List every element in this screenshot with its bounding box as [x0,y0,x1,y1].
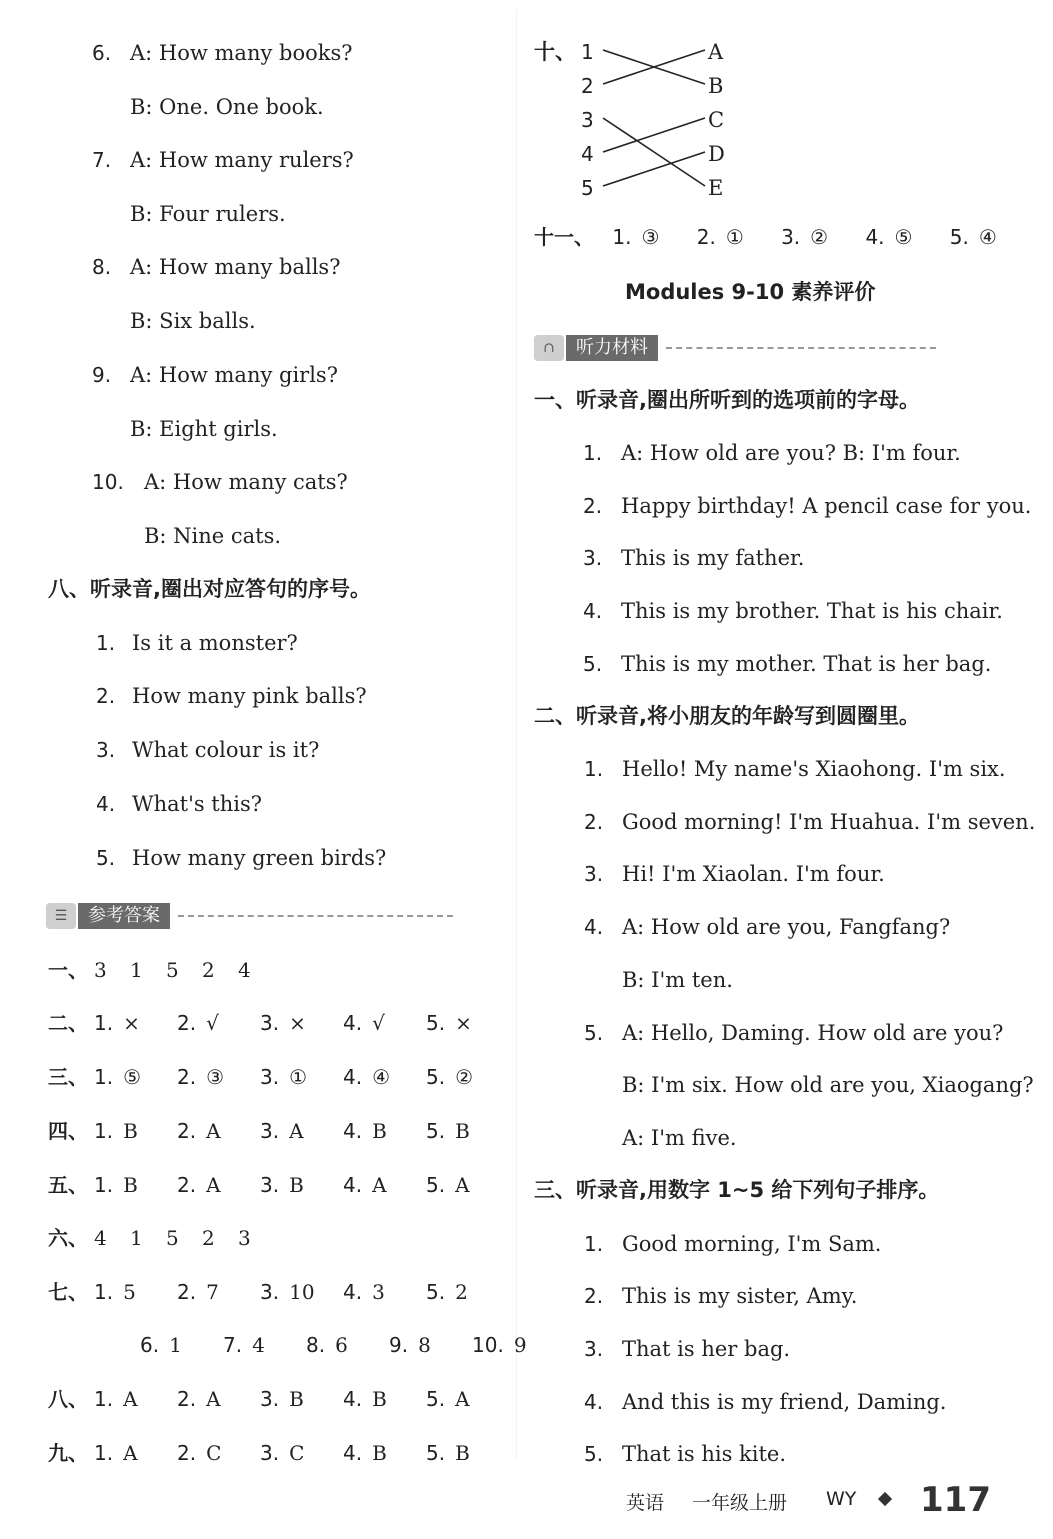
match-num-4: 4 [581,142,594,166]
answer-cell: 1. ⑤ [94,1065,142,1089]
answer-cell: 1. B [94,1119,138,1143]
dialog-6-b: B: One. One book. [130,95,324,119]
dialog-8-a: 8. A: How many balls? [92,255,341,279]
match-letter-d: D [708,142,725,166]
answer-cell: 5. 2 [426,1280,468,1304]
footer-edition: WY [826,1488,857,1510]
answer-cell: 4. 3 [343,1280,385,1304]
answer-cell: 5. × [426,1011,472,1035]
answer-cell: 3 [94,958,107,982]
answer-cell: 1. × [94,1011,140,1035]
answer-cell: 2. C [177,1441,222,1465]
answer-cell: 1 [130,958,143,982]
section8-title: 八、听录音,圈出对应答句的序号。 [48,577,371,601]
dialog-8-b: B: Six balls. [130,309,256,333]
section2-item: 2. Good morning! I'm Huahua. I'm seven. [584,810,1036,834]
answer-cell: 4. B [343,1441,387,1465]
answer-cell: 4. √ [343,1011,385,1035]
section2-item: B: I'm ten. [622,968,733,992]
answer-row-label: 二、 [48,1011,88,1035]
list-icon: ☰ [46,903,76,929]
section1-item: 2. Happy birthday! A pencil case for you. [583,494,1032,518]
footer-grade: 一年级上册 [692,1492,788,1514]
answer-cell: 2. A [177,1119,221,1143]
answer-cell: 1. B [94,1173,138,1197]
answer-row [48,1385,509,1413]
answer-row [48,956,274,984]
answer-cell: 5 [166,1226,179,1250]
section3-item: 4. And this is my friend, Daming. [584,1390,947,1414]
answer-cell: 9. 8 [389,1333,431,1357]
answer-cell: 1. 5 [94,1280,136,1304]
matching-label: 十、 [534,40,576,64]
answer-row-label: 八、 [48,1387,88,1411]
answer-cell: 4. B [343,1387,387,1411]
dialog-9-b: B: Eight girls. [130,417,278,441]
answer-row-label: 三、 [48,1065,88,1089]
dialog-10-b: B: Nine cats. [144,524,282,548]
answer-cell: 2. A [177,1173,221,1197]
listening-section2-title: 二、听录音,将小朋友的年龄写到圆圈里。 [534,704,920,728]
answer-cell: 4. B [343,1119,387,1143]
answer-cell: 3. C [260,1441,305,1465]
match-num-3: 3 [581,108,594,132]
answer-row [48,1439,509,1467]
answer-cell: 7. 4 [223,1333,265,1357]
answer-cell: 8. 6 [306,1333,348,1357]
answer-cell: 5. ② [426,1065,474,1089]
page-number: 117 [920,1480,991,1520]
section1-item: 4. This is my brother. That is his chair. [583,599,1003,623]
section3-item: 2. This is my sister, Amy. [584,1284,858,1308]
answer-cell: 4 [238,958,251,982]
section2-item: B: I'm six. How old are you, Xiaogang? [622,1073,1034,1097]
answer-row-label: 六、 [48,1226,88,1250]
section2-item: A: I'm five. [622,1126,737,1150]
answer-cell: 3. B [260,1173,304,1197]
answer-cell: 2 [202,958,215,982]
answer-row [48,1278,509,1306]
answer-cell: 5. A [426,1387,470,1411]
answer-cell: 3 [238,1226,251,1250]
section8-item-1: 1. Is it a monster? [96,631,298,655]
answer-row [48,1117,509,1145]
dialog-7-b: B: Four rulers. [130,202,286,226]
section2-item: 4. A: How old are you, Fangfang? [584,915,951,939]
match-num-1: 1 [581,40,594,64]
match-letter-a: A [708,40,724,64]
answer-cell: 2. ③ [177,1065,225,1089]
match-num-2: 2 [581,74,594,98]
footer-diamond-icon [878,1492,892,1506]
answer-row-label: 五、 [48,1173,88,1197]
answer-row [48,1009,509,1037]
answer-row [94,1331,555,1359]
answer-row-label: 四、 [48,1119,88,1143]
answer-row [48,1224,274,1252]
headphones-icon: ∩ [534,335,564,361]
match-letter-e: E [708,176,724,200]
section1-item: 5. This is my mother. That is her bag. [583,652,992,676]
section3-item: 5. That is his kite. [584,1442,787,1466]
answer-row [48,1171,509,1199]
listening-section1-title: 一、听录音,圈出所听到的选项前的字母。 [534,388,920,412]
section8-item-5: 5. How many green birds? [96,846,387,870]
dialog-10-a: 10. A: How many cats? [92,470,348,494]
section3-item: 3. That is her bag. [584,1337,791,1361]
answer-cell: 1. A [94,1441,138,1465]
answer-cell: 3. × [260,1011,306,1035]
header-dashed-rule [178,915,453,917]
answer-cell: 3. 10 [260,1280,315,1304]
answer-cell: 2 [202,1226,215,1250]
answers-header-label: 参考答案 [78,903,170,929]
section2-item: 3. Hi! I'm Xiaolan. I'm four. [584,862,885,886]
column-divider [516,10,517,1460]
section8-item-4: 4. What's this? [96,792,263,816]
answer-cell: 4. ④ [343,1065,391,1089]
answer-cell: 10. 9 [472,1333,527,1357]
section3-item: 1. Good morning, I'm Sam. [584,1232,882,1256]
section2-item: 1. Hello! My name's Xiaohong. I'm six. [584,757,1006,781]
match-letter-b: B [708,74,724,98]
answer-cell: 1. A [94,1387,138,1411]
answer-row-eleven: 十一、 1. ③ 2. ① 3. ② 4. ⑤ 5. ④ [534,225,997,249]
answer-cell: 6. 1 [140,1333,182,1357]
listening-header-label: 听力材料 [566,335,658,361]
answer-cell: 5. A [426,1173,470,1197]
section2-item: 5. A: Hello, Daming. How old are you? [584,1021,1004,1045]
section1-item: 3. This is my father. [583,546,805,570]
answer-cell: 4 [94,1226,107,1250]
answer-cell: 2. √ [177,1011,219,1035]
match-num-5: 5 [581,176,594,200]
listening-header [534,334,936,362]
answer-cell: 5 [166,958,179,982]
answer-row-label: 一、 [48,958,88,982]
answer-row-label: 九、 [48,1441,88,1465]
dialog-6-a: 6. A: How many books? [92,41,353,65]
module-title: Modules 9-10 素养评价 [625,280,876,304]
answer-cell: 5. B [426,1119,470,1143]
answer-row [48,1063,509,1091]
section8-item-3: 3. What colour is it? [96,738,320,762]
header-dashed-rule [666,347,936,349]
answer-cell: 2. A [177,1387,221,1411]
listening-section3-title: 三、听录音,用数字 1~5 给下列句子排序。 [534,1178,940,1202]
dialog-9-a: 9. A: How many girls? [92,363,338,387]
answer-cell: 3. A [260,1119,304,1143]
answer-cell: 3. B [260,1387,304,1411]
matching-lines [520,0,1053,215]
answer-cell: 3. ① [260,1065,308,1089]
footer-subject: 英语 [626,1492,665,1514]
match-letter-c: C [708,108,725,132]
section1-item: 1. A: How old are you? B: I'm four. [583,441,961,465]
answer-cell: 4. A [343,1173,387,1197]
dialog-7-a: 7. A: How many rulers? [92,148,354,172]
section8-item-2: 2. How many pink balls? [96,684,367,708]
answer-cell: 1 [130,1226,143,1250]
answer-row-label: 七、 [48,1280,88,1304]
answer-cell: 2. 7 [177,1280,219,1304]
answer-cell: 5. B [426,1441,470,1465]
answers-header [46,902,453,930]
